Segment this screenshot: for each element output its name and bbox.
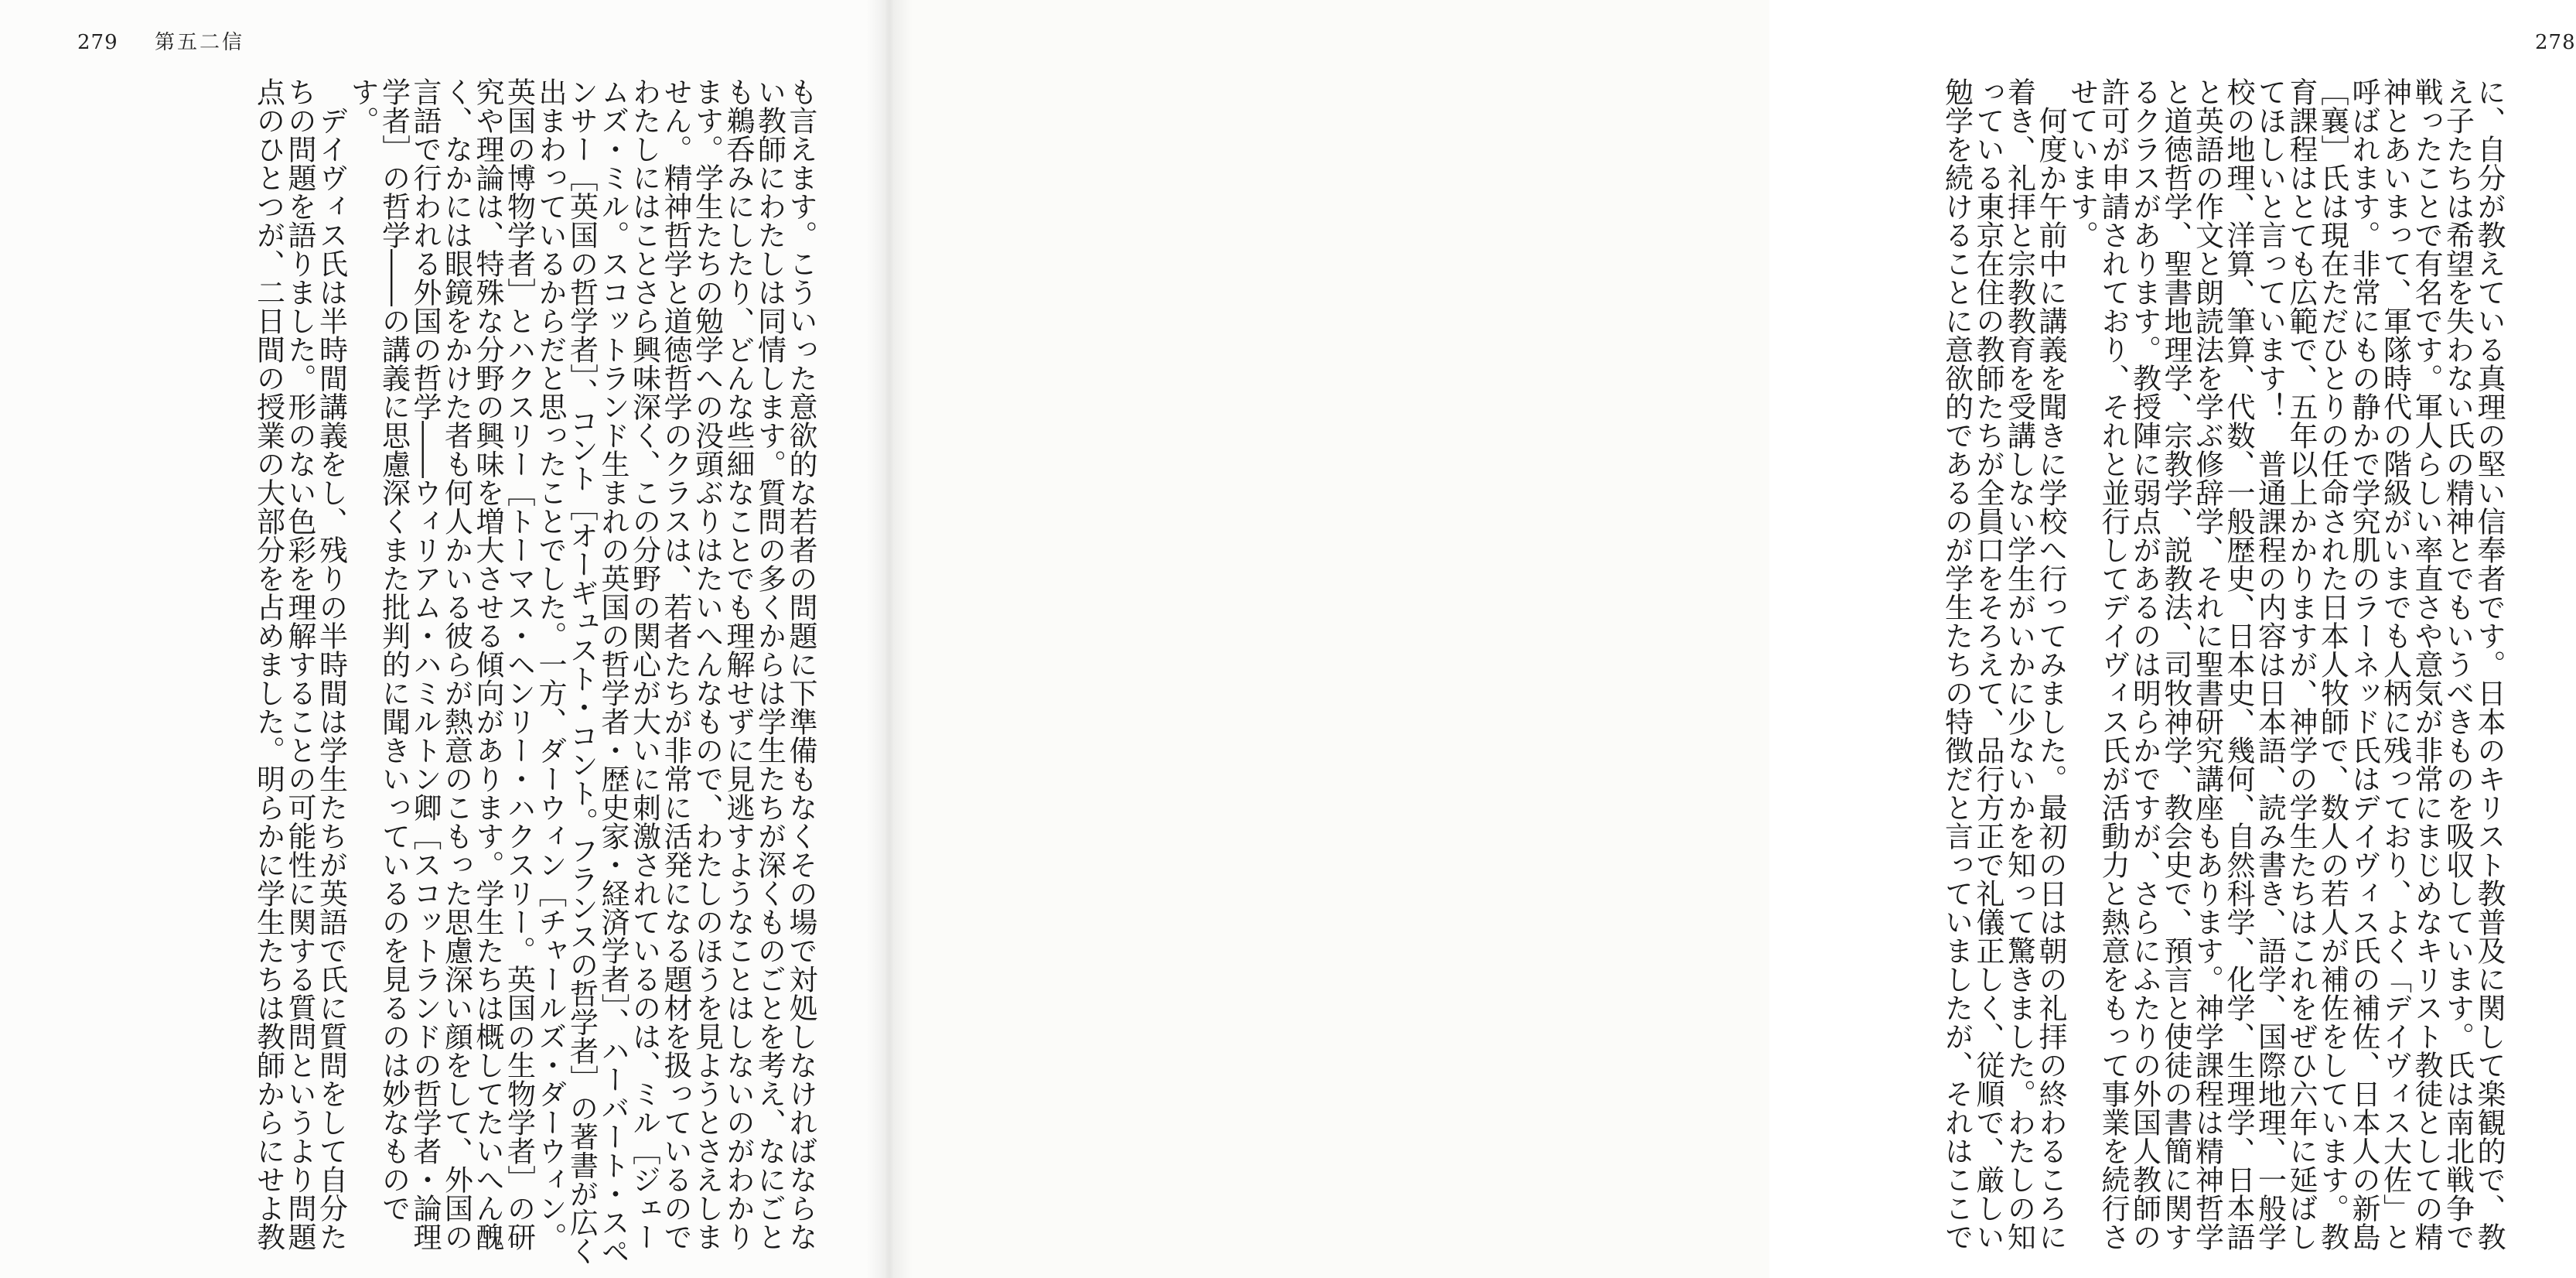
- right-page: [882, 0, 2576, 1278]
- body-paragraph: 何度か午前中に講義を聞きに学校へ行ってみました。最初の日は朝の礼拝の終わるころに着き、礼拝と宗教教育を受講しない学生がいかに少ないかを知って驚きました。わたしの知っている東京在住の教師たちが全員口をそろえて、品行方正で礼儀正しく、従順で、厳しい勉学を続けることに意欲的であるのが学生たちの特徴だと言っていましたが、それはここで: [1940, 77, 2067, 1251]
- book-gutter: [866, 0, 913, 1278]
- running-title: 第五二信: [155, 31, 245, 54]
- body-paragraph: に、自分が教えている真理の堅い信奉者です。日本のキリスト教普及に関して楽観的で、教え子たちは希望を失わない氏の精神とでもいうべきものを吸収しています。氏は南北戦争で戦ったことで有名です。軍人らしい率直さや意気が非常にまじめなキリスト教徒としての精神とあいまって、軍隊時代の階級がいまでも人柄に残っており、よく「デイヴィス大佐」と呼ばれます。非常にもの静かで学究肌のラーネッド氏はデイヴィス氏の補佐、日本人の新島［襄］氏は現在ただひとりの任命された日本人牧師で、数人の若人が補佐をしています。教育課程はとても広範で、五年以上かかりますが、神学の学生たちはこれをぜひ六年に延ばしてほしいと言っています！ 普通課程の内容は日本語、読み書き、語学、国際地理、一般学校の地理、洋算、筆算、代数、一般歴史、日本史、幾何、自然科学、化学、生理学、日本語と英語の作文と朗読法を学ぶ修辞学、それに聖書研究講座もあります。神学課程は精神哲学と道徳哲学、聖書地理学、宗教学、説教法、司牧神学、教会史で、預言と使徒の書簡に関するクラスがあります。教授陣に弱点があるのは明らかですが、さらにふたりの外国人教師の許可が申請されており、それと並行してデイヴィス氏が活動力と熱意をもって事業を続行させています。: [2065, 77, 2506, 1251]
- left-page-body: [217, 77, 816, 1269]
- left-page: [0, 0, 882, 1278]
- right-page-body: [1843, 77, 2504, 1269]
- page-number-right: 278: [2535, 31, 2576, 54]
- body-paragraph: も言えます。こういった意欲的な若者の問題に下準備もなくその場で対処しなければならない教師にわたしは同情します。質問の多くからは学生たちが深くものごとを考え、なにごとも鵜呑みにしたり、どんな些細なことでも理解せずに見逃すようなことはしないのがわかります。学生たちの勉学への没頭ぶりはたいへんなもので、わたしのほうを見ようとさえしません。精神哲学と道徳哲学のクラスは、若者たちが非常に活発になる題材を扱っているのでわたしにはことさら興味深く、この分野の関心が大いに刺激されているのは、ミル［ジェームズ・ミル。スコットランド生まれの英国の哲学者・歴史家・経済学者］、ハーバート・スペンサー［英国の哲学者］、コント［オーギュスト・コント。フランスの哲学者］の著書が広く出まわっているからだと思ったことでした。一方、ダーウィン［チャールズ・ダーウィン。英国の博物学者］とハクスリー［トーマス・ヘンリー・ハクスリー。英国の生物学者］の研究や理論は、特殊な分野の興味を増大させる傾向があります。学生たちは概してたいへん醜く、なかには眼鏡をかけた者も何人かいる彼らが熱意のこもった思慮深い顔をして、外国の言語で行われる外国の哲学――ウィリアム・ハミルトン卿［スコットランドの哲学者・論理学者］の哲学――の講義に思慮深くまた批判的に聞きいっているのを見るのは妙なものです。: [346, 77, 817, 1266]
- body-paragraph: デイヴィス氏は半時間講義をし、残りの半時間は学生たちが英語で氏に質問をして自分たちの問題を語りました。形のない色彩を理解することの可能性に関する質問というより問題点のひとつが、二日間の授業の大部分を占めました。明らかに学生たちは教師からにせよ教: [251, 77, 348, 1251]
- page-number-left: 279: [77, 31, 118, 54]
